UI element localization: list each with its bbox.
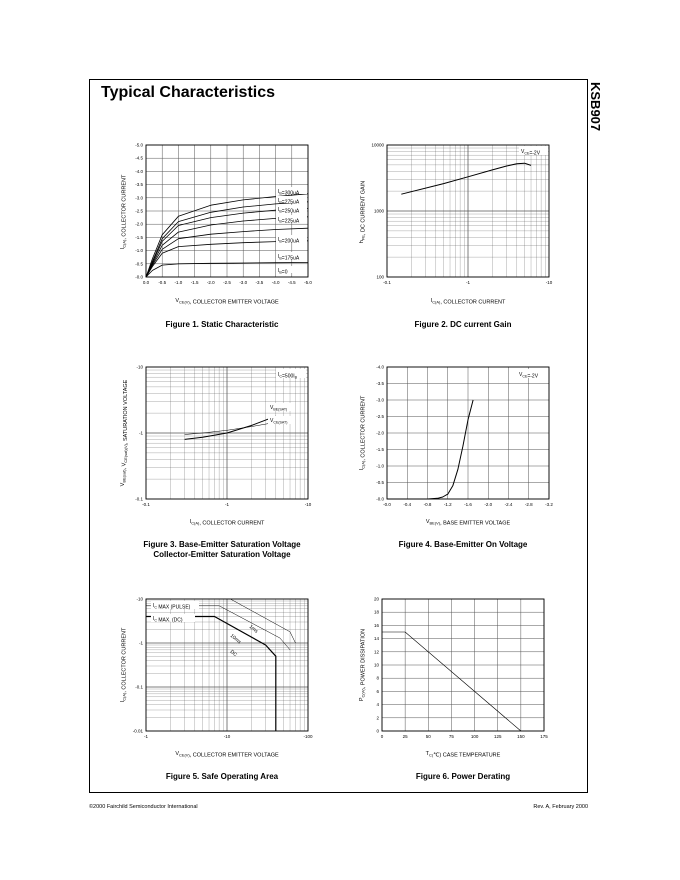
- figure-6-caption: Figure 6. Power Derating: [415, 772, 511, 781]
- fig4-annotation: $V_{CE}=-2V$: [519, 372, 539, 380]
- page-title: Typical Characteristics: [101, 84, 276, 101]
- fig6-x-tick-label: 125: [493, 734, 502, 739]
- fig1-x-tick-label: -1.5: [190, 280, 199, 285]
- part-number: KSB907: [588, 82, 603, 132]
- fig5-y-tick-label: -0.1: [135, 684, 143, 690]
- fig1-y-tick-label: -0.5: [135, 261, 143, 267]
- fig6-y-tick-label: 18: [373, 609, 379, 615]
- fig1-x-tick-label: -3.0: [239, 280, 248, 285]
- fig6-y-tick-label: 12: [373, 649, 379, 655]
- fig2-y-axis-label: $h_{FE}$, DC CURRENT GAIN: [359, 180, 367, 244]
- fig1-legend-label: $I_B=175uA$: [278, 254, 300, 262]
- fig2-series-line: [401, 163, 531, 194]
- fig6-y-tick-label: 14: [373, 636, 379, 642]
- fig1-legend-label: $I_B=275uA$: [278, 198, 300, 206]
- fig5-annotation: $I_C$ MAX (PULSE): [153, 603, 191, 611]
- figure-5-caption: Figure 5. Safe Operating Area: [165, 772, 279, 781]
- fig5-x-tick-label: -1: [143, 734, 149, 739]
- fig6-y-tick-label: 10: [373, 662, 379, 668]
- fig4-x-tick-label: -1.2: [443, 502, 452, 507]
- fig2-annotation: $V_{CE}=-2V$: [521, 149, 541, 157]
- fig1-x-tick-label: 0.0: [142, 280, 150, 285]
- fig6-y-tick-label: 4: [376, 702, 379, 708]
- fig3-series-line: [185, 422, 276, 434]
- fig3-x-tick-label: -1: [224, 502, 230, 507]
- fig1-y-tick-label: -2.0: [135, 221, 143, 227]
- fig5-y-tick-label: -0.01: [132, 728, 143, 734]
- fig4-y-tick-label: -2.5: [376, 414, 384, 419]
- fig3-y-tick-label: -10: [136, 364, 143, 370]
- fig1-x-tick-label: -1.0: [174, 280, 183, 285]
- fig6-y-tick-label: 2: [376, 715, 379, 721]
- fig4-x-tick-label: -2.4: [504, 502, 513, 507]
- fig4-y-tick-label: -1.0: [376, 463, 384, 469]
- fig1-x-tick-label: -2.5: [223, 280, 231, 285]
- fig5-y-axis-label: $I_{C(A)}$, COLLECTOR CURRENT: [120, 627, 128, 703]
- fig3-y-tick-label: -0.1: [135, 496, 143, 502]
- fig1-x-tick-label: -3.5: [255, 280, 264, 285]
- fig6-y-tick-label: 20: [373, 596, 379, 602]
- fig6-x-tick-label: 0: [380, 734, 384, 739]
- fig1-y-tick-label: -5.0: [135, 142, 143, 148]
- fig6-y-axis-label: $P_{C(W)}$, POWER DISSIPATION: [359, 628, 367, 702]
- fig6-x-tick-label: 100: [470, 734, 479, 739]
- figure-4-caption: Figure 4. Base-Emitter On Voltage: [398, 540, 528, 549]
- fig4-y-tick-label: -4.0: [376, 364, 384, 370]
- fig1-y-axis-label: $I_{C(A)}$, COLLECTOR CURRENT: [120, 174, 128, 250]
- fig1-x-tick-label: -5.0: [304, 280, 312, 285]
- fig6-x-axis-label: $T_{C(}℃$) CASE TEMPERATURE: [425, 751, 501, 759]
- footer-revision: Rev. A, February 2000: [533, 804, 588, 810]
- fig1-y-tick-label: -4.0: [135, 168, 143, 174]
- figure-1-caption: Figure 1. Static Characteristic: [165, 320, 279, 329]
- fig2-y-tick-label: 100: [376, 274, 384, 280]
- fig2-x-tick-label: -10: [545, 280, 553, 285]
- fig2-x-tick-label: -0.1: [383, 280, 391, 285]
- fig4-x-tick-label: -2.8: [524, 502, 533, 507]
- fig5-x-tick-label: -10: [223, 734, 231, 739]
- fig1-y-tick-label: -0.0: [135, 274, 143, 280]
- fig3-legend-label: $V_{BE(SAT)}$: [270, 405, 288, 412]
- fig5-y-tick-label: -10: [136, 596, 143, 602]
- fig5-x-axis-label: $V_{CE(V)}$, COLLECTOR EMITTER VOLTAGE: [175, 751, 279, 759]
- fig3-y-tick-label: -1: [138, 430, 143, 436]
- fig1-y-tick-label: -1.0: [135, 248, 143, 254]
- fig5-x-tick-label: -100: [303, 734, 313, 739]
- fig1-y-tick-label: -4.5: [135, 155, 143, 161]
- fig4-x-tick-label: -3.2: [545, 502, 553, 507]
- fig4-y-tick-label: -1.5: [376, 447, 384, 452]
- fig5-annotation: $I_C$ MAX. (DC): [153, 616, 183, 624]
- fig3-x-axis-label: $I_{C(A)}$, COLLECTOR CURRENT: [189, 519, 265, 527]
- fig4-y-tick-label: -0.0: [376, 496, 384, 502]
- fig1-x-tick-label: -2.0: [206, 280, 215, 285]
- fig2-x-tick-label: -1: [465, 280, 471, 285]
- fig3-x-tick-label: -0.1: [142, 502, 150, 507]
- figure-3-caption-line2: Collector-Emitter Saturation Voltage: [153, 550, 291, 559]
- figure-2-caption: Figure 2. DC current Gain: [414, 320, 512, 329]
- fig4-y-tick-label: -2.0: [376, 430, 384, 436]
- fig3-x-tick-label: -10: [304, 502, 312, 507]
- fig5-annotation: 1ms: [247, 623, 259, 635]
- fig4-y-tick-label: -0.5: [376, 480, 384, 485]
- fig1-x-tick-label: -0.5: [158, 280, 167, 285]
- fig5-annotation: DC: [228, 648, 239, 659]
- fig4-x-tick-label: -0.8: [423, 502, 432, 507]
- fig3-y-axis-label: $V_{BE(sat)}$, $V_{CE(sat)(V)}$, SATURATION VOLTAGE: [120, 379, 129, 487]
- fig1-legend-label: $I_B=225uA$: [278, 217, 300, 225]
- fig1-legend-label: $I_B=0$: [278, 268, 288, 276]
- fig1-y-tick-label: -2.5: [135, 208, 143, 214]
- fig2-y-tick-label: 1000: [373, 208, 384, 214]
- fig6-y-tick-label: 16: [373, 622, 379, 628]
- fig6-x-tick-label: 25: [402, 734, 408, 739]
- fig5-y-tick-label: -1: [138, 640, 143, 646]
- fig1-y-tick-label: -3.5: [135, 182, 143, 188]
- fig2-x-axis-label: $I_{C(A)}$, COLLECTOR CURRENT: [430, 298, 506, 306]
- figure-3-caption: [102, 540, 342, 560]
- fig1-legend-label: $I_B=250uA$: [278, 207, 300, 215]
- fig6-x-tick-label: 150: [517, 734, 525, 739]
- fig1-x-axis-label: $V_{CE(V)}$, COLLECTOR EMITTER VOLTAGE: [175, 298, 279, 306]
- fig1-legend-label: $I_B=300uA$: [278, 189, 300, 197]
- fig2-y-tick-label: 10000: [371, 142, 384, 148]
- fig4-y-axis-label: $I_{C(A)}$, COLLECTOR CURRENT: [359, 395, 367, 471]
- fig4-x-tick-label: -0.4: [403, 502, 412, 507]
- fig1-x-tick-label: -4.5: [287, 280, 296, 285]
- fig4-x-tick-label: -2.0: [484, 502, 493, 507]
- footer-copyright: ©2000 Fairchild Semiconductor International: [89, 804, 198, 810]
- fig4-y-tick-label: -3.5: [376, 381, 384, 386]
- fig4-x-tick-label: -1.6: [464, 502, 472, 507]
- fig4-x-axis-label: $V_{BE(V)}$, BASE EMITTER VOLTAGE: [425, 519, 511, 527]
- fig6-x-tick-label: 75: [448, 734, 454, 739]
- fig3-legend-label: $V_{CE(SAT)}$: [270, 418, 288, 425]
- fig4-x-tick-label: -0.0: [383, 502, 391, 507]
- fig4-y-tick-label: -3.0: [376, 397, 384, 403]
- fig1-y-tick-label: -3.0: [135, 195, 143, 201]
- fig5-annotation: 10ms: [228, 632, 242, 646]
- fig6-y-tick-label: 0: [376, 728, 379, 734]
- fig6-x-tick-label: 50: [425, 734, 431, 739]
- fig6-x-tick-label: 175: [540, 734, 548, 739]
- fig6-y-tick-label: 6: [376, 688, 379, 694]
- fig1-x-tick-label: -4.0: [271, 280, 280, 285]
- figure-3-caption-line1: Figure 3. Base-Emitter Saturation Voltage: [143, 540, 301, 549]
- fig3-annotation: $I_C=500I_B$: [278, 372, 298, 380]
- fig1-y-tick-label: -1.5: [135, 234, 143, 240]
- fig6-y-tick-label: 8: [376, 675, 379, 681]
- fig1-legend-label: $I_B=200uA$: [278, 237, 300, 245]
